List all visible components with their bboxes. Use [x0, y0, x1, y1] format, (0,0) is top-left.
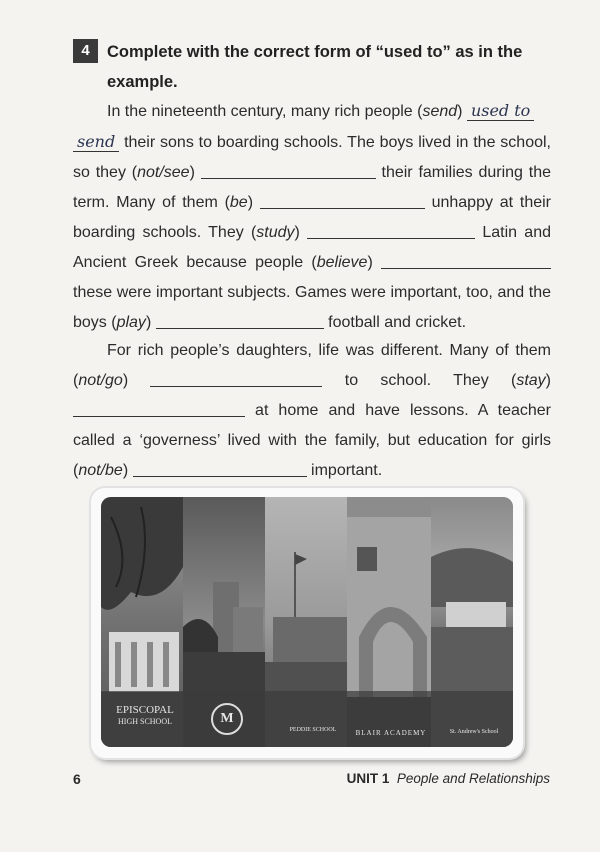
text-segment: For rich people’s daughters, life was different. Many of them ( [73, 342, 551, 389]
exercise-instruction: Complete with the correct form of “used to” as in the example. [107, 43, 523, 91]
answer-blank[interactable] [133, 458, 307, 477]
text-segment: ) [145, 314, 156, 331]
text-segment: unhappy at their boarding schools. They ( [73, 194, 551, 241]
exercise-number-badge: 4 [73, 39, 98, 63]
text-segment: football and cricket. [323, 314, 467, 331]
text-segment: ) [122, 372, 151, 389]
text-segment: ) [294, 224, 308, 241]
answer-blank[interactable] [260, 190, 425, 209]
text-segment: ) [545, 372, 551, 389]
answer-blank[interactable] [307, 220, 475, 239]
logo-text: HIGH SCHOOL [118, 717, 172, 726]
text-segment: ) [457, 103, 467, 120]
answer-blank[interactable] [201, 160, 376, 179]
text-segment: important. [306, 462, 383, 479]
logo-blair: BLAIR ACADEMY [355, 729, 427, 737]
verb-cue: not/be [78, 462, 123, 479]
paragraph-boys [73, 96, 551, 338]
verb-cue: not/see [137, 164, 190, 181]
text-segment: ) [122, 462, 133, 479]
text-segment: their sons to boarding schools. The boys lived in the school, so they ( [73, 134, 551, 181]
text-segment: ) [367, 254, 381, 271]
verb-cue: study [256, 224, 295, 241]
answer-blank[interactable] [73, 398, 245, 417]
verb-cue: send [422, 103, 458, 120]
answer-blank[interactable] [150, 368, 322, 387]
logo-text: EPISCOPAL [116, 704, 174, 716]
paragraph-girls [73, 336, 551, 486]
text-segment: ) [189, 164, 201, 181]
boarding-schools-photo-collage [101, 497, 513, 747]
page-number: 6 [73, 771, 81, 787]
text-segment: ) [247, 194, 260, 211]
example-answer: used to [467, 101, 534, 121]
verb-cue: stay [516, 372, 546, 389]
verb-cue: not/go [78, 372, 123, 389]
text-segment: their families during the term. Many of them ( [73, 164, 551, 211]
answer-blank[interactable] [381, 250, 551, 269]
text-segment: In the nineteenth century, many rich people ( [107, 103, 423, 120]
verb-cue: believe [316, 254, 368, 271]
example-answer-continued: send [73, 132, 119, 152]
school-logos-strip [101, 691, 513, 747]
logo-episcopal [107, 705, 183, 727]
text-segment: to school. They ( [322, 372, 517, 389]
unit-label: UNIT 1 [346, 771, 390, 786]
text-segment: at home and have lessons. A teacher called a ‘governess’ lived with the family, but education for girls ( [73, 402, 551, 479]
logo-m-crest: M [211, 703, 243, 735]
verb-cue: play [116, 314, 146, 331]
answer-blank[interactable] [156, 310, 324, 329]
verb-cue: be [229, 194, 248, 211]
unit-title: People and Relationships [396, 771, 550, 786]
unit-footer [347, 771, 550, 786]
logo-peddie: PEDDIE SCHOOL [289, 727, 337, 733]
text-segment: these were important subjects. Games were important, too, and the boys ( [73, 284, 551, 331]
text-segment: Latin and Ancient Greek because people ( [73, 224, 551, 271]
logo-st-andrews: St. Andrew's School [449, 729, 499, 735]
